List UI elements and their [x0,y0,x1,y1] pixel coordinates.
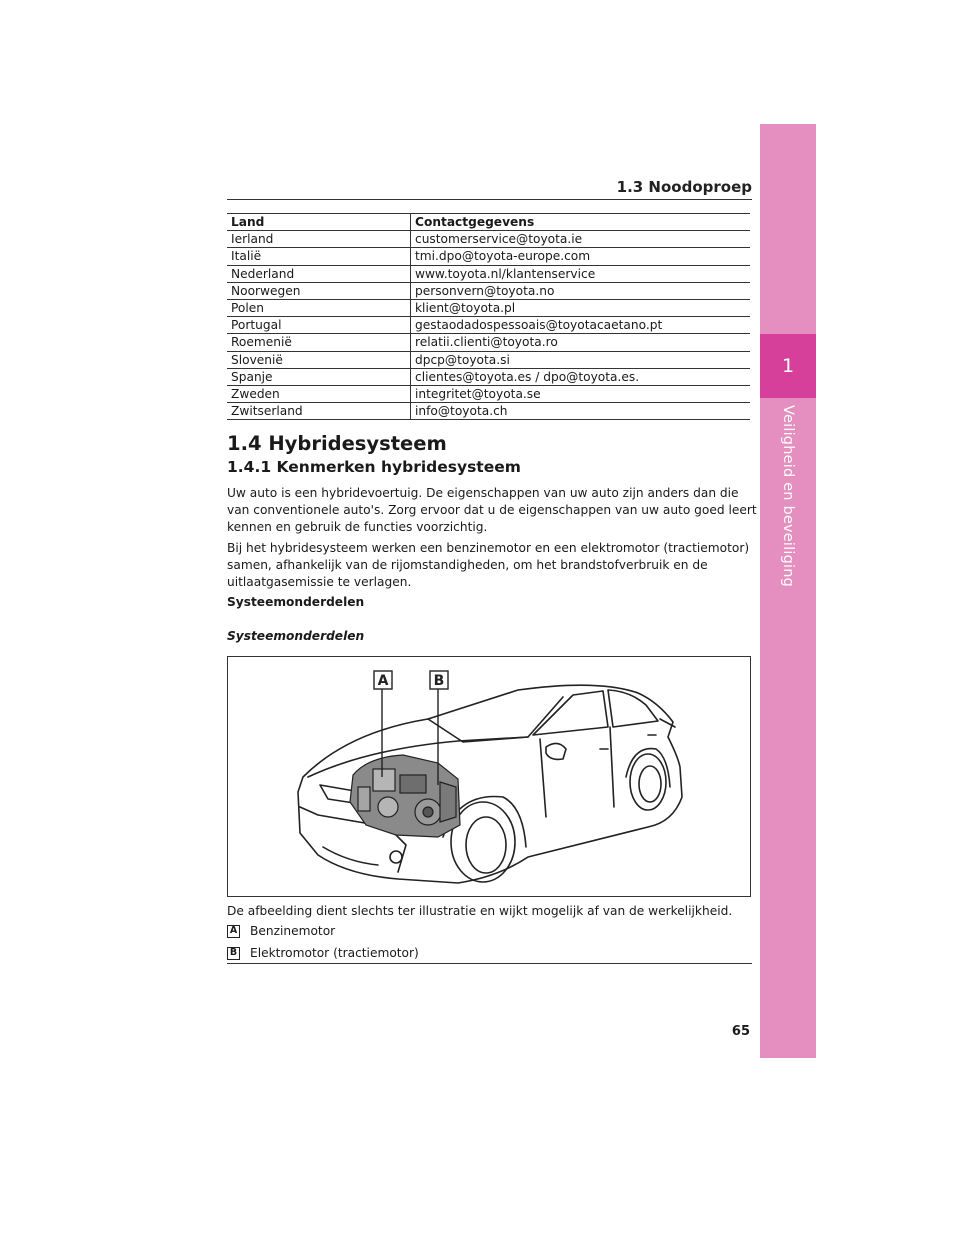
contact-cell: tmi.dpo@toyota-europe.com [411,248,751,265]
country-cell: Italië [227,248,411,265]
car-illustration [228,657,750,896]
country-cell: Spanje [227,368,411,385]
legend-label-a: Benzinemotor [250,924,336,938]
engine-assembly [350,755,460,837]
contact-cell: clientes@toyota.es / dpo@toyota.es. [411,368,751,385]
country-cell: Portugal [227,317,411,334]
contact-cell: gestaodadospessoais@toyotacaetano.pt [411,317,751,334]
contact-cell: relatii.clienti@toyota.ro [411,334,751,351]
country-cell: Nederland [227,265,411,282]
callout-b-label: B [433,673,445,689]
section-heading: 1.4 Hybridesysteem [227,432,447,455]
contact-cell: dpcp@toyota.si [411,351,751,368]
contact-cell: info@toyota.ch [411,403,751,420]
table-row [227,317,750,334]
section-header: 1.3 Noodoproep [616,178,752,196]
table-row [227,368,750,385]
contact-cell: integritet@toyota.se [411,385,751,402]
figure-caption: De afbeelding dient slechts ter illustratie en wijkt mogelijk af van de werkelijkheid. [227,904,733,918]
figure-title: Systeemonderdelen [227,629,365,643]
subsection-heading: 1.4.1 Kenmerken hybridesysteem [227,458,521,476]
footer-divider [227,963,752,964]
legend-item [227,924,335,938]
country-cell: Roemenië [227,334,411,351]
page-number: 65 [731,1024,750,1039]
column-header-country: Land [227,214,411,231]
hybrid-system-illustration [227,656,751,897]
chapter-title[interactable]: Veiligheid en beveiliging [780,405,796,588]
table-row [227,282,750,299]
table-row [227,248,750,265]
header-divider [227,199,752,200]
chapter-number: 1 [781,355,795,377]
country-cell: Zwitserland [227,403,411,420]
contact-table [227,213,750,420]
table-row [227,351,750,368]
chapter-title-container [760,405,816,665]
table-row [227,299,750,316]
table-row [227,385,750,402]
country-cell: Noorwegen [227,282,411,299]
contact-cell: klient@toyota.pl [411,299,751,316]
intro-paragraph: Uw auto is een hybridevoertuig. De eigenschappen van uw auto zijn anders dan die van conventionele auto's. Zorg ervoor dat u de eigenschappen van uw auto goed leert kennen en gebruik de functies voorzichtig. [227,486,757,534]
legend-label-b: Elektromotor (tractiemotor) [250,946,419,960]
column-header-contact: Contactgegevens [411,214,751,231]
contact-cell: customerservice@toyota.ie [411,231,751,248]
table-row [227,403,750,420]
chapter-number-box[interactable] [760,334,816,398]
components-heading: Systeemonderdelen [227,595,365,609]
contact-cell: personvern@toyota.no [411,282,751,299]
table-row [227,231,750,248]
table-row [227,334,750,351]
hybrid-paragraph: Bij het hybridesysteem werken een benzinemotor en een elektromotor (tractiemotor) samen, afhankelijk van de rijomstandigheden, om het brandstofverbruik en de uitlaatgasemissie te verlagen. [227,541,750,589]
country-cell: Ierland [227,231,411,248]
table-header-row [227,214,750,231]
callout-a-label: A [377,673,389,689]
country-cell: Zweden [227,385,411,402]
legend-key-b: B [227,947,240,960]
table-row [227,265,750,282]
country-cell: Polen [227,299,411,316]
legend-key-a: A [227,925,240,938]
country-cell: Slovenië [227,351,411,368]
legend-item [227,946,419,960]
contact-cell: www.toyota.nl/klantenservice [411,265,751,282]
